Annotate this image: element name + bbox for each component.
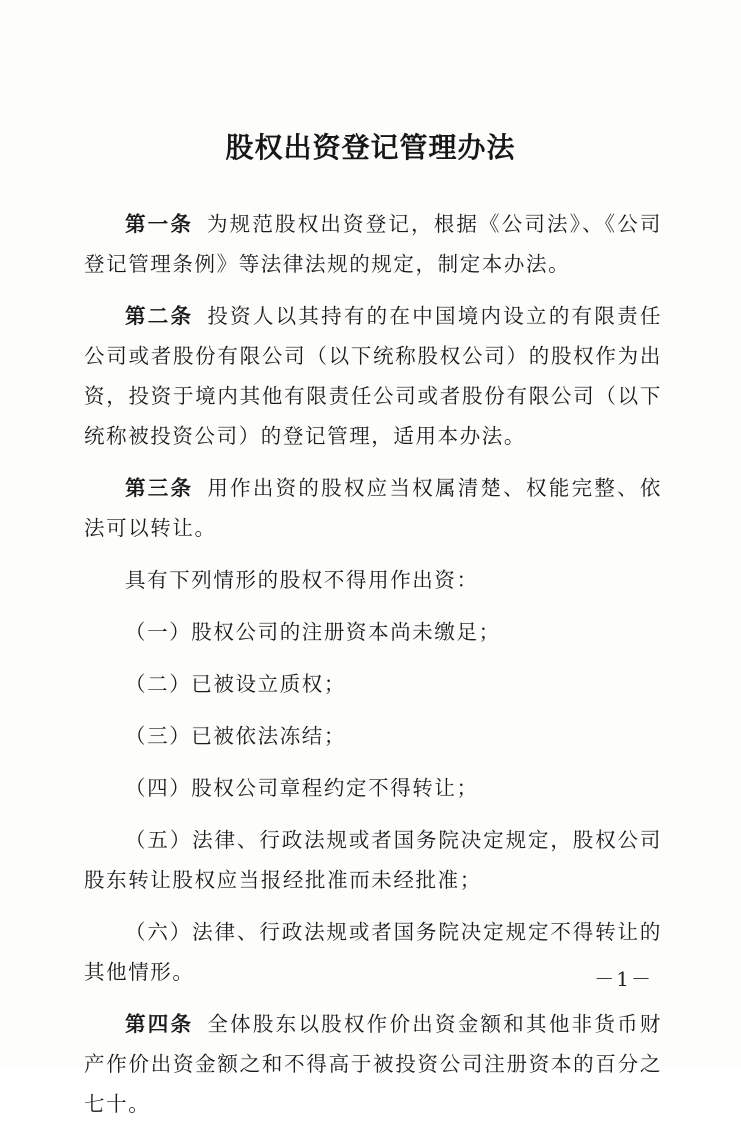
list-item <box>84 820 662 900</box>
paragraph-text: （二）已被设立质权； <box>125 672 346 696</box>
article-4 <box>84 1004 662 1124</box>
article-label: 第三条 <box>125 476 194 500</box>
page-number: －1－ <box>594 967 653 991</box>
article-label: 第四条 <box>125 1012 194 1036</box>
article-text: 全体股东以股权作价出资金额和其他非货币财产作价出资金额之和不得高于被投资公司注册资本的百分之七十。 <box>84 1012 662 1116</box>
paragraph-text: （五）法律、行政法规或者国务院决定规定，股权公司股东转让股权应当报经批准而未经批准； <box>84 828 662 892</box>
document-title: 股权出资登记管理办法 <box>225 131 516 164</box>
article-label: 第二条 <box>125 304 194 328</box>
list-item <box>84 768 662 808</box>
article-text: 为规范股权出资登记，根据《公司法》、《公司登记管理条例》等法律法规的规定，制定本办法。 <box>84 212 662 276</box>
paragraph-text: 具有下列情形的股权不得用作出资： <box>125 568 479 592</box>
paragraph-text: （三）已被依法冻结； <box>125 724 346 748</box>
article-text: 投资人以其持有的在中国境内设立的有限责任公司或者股份有限公司（以下统称股权公司）的股权作为出资，投资于境内其他有限责任公司或者股份有限公司（以下统称被投资公司）的登记管理，适用本办法。 <box>84 304 662 448</box>
list-item <box>84 912 662 992</box>
article-label: 第一条 <box>125 212 194 236</box>
paragraph-text: （四）股权公司章程约定不得转让； <box>125 776 479 800</box>
list-item <box>84 664 662 704</box>
article-text: 用作出资的股权应当权属清楚、权能完整、依法可以转让。 <box>84 476 662 540</box>
article-1 <box>84 204 662 284</box>
list-intro <box>84 560 662 600</box>
article-2 <box>84 296 662 456</box>
paragraph-text: （六）法律、行政法规或者国务院决定规定不得转让的其他情形。 <box>84 920 662 984</box>
article-3 <box>84 468 662 548</box>
paragraph-text: （一）股权公司的注册资本尚未缴足； <box>125 620 501 644</box>
document-body <box>84 204 662 1136</box>
list-item <box>84 612 662 652</box>
list-item <box>84 716 662 756</box>
